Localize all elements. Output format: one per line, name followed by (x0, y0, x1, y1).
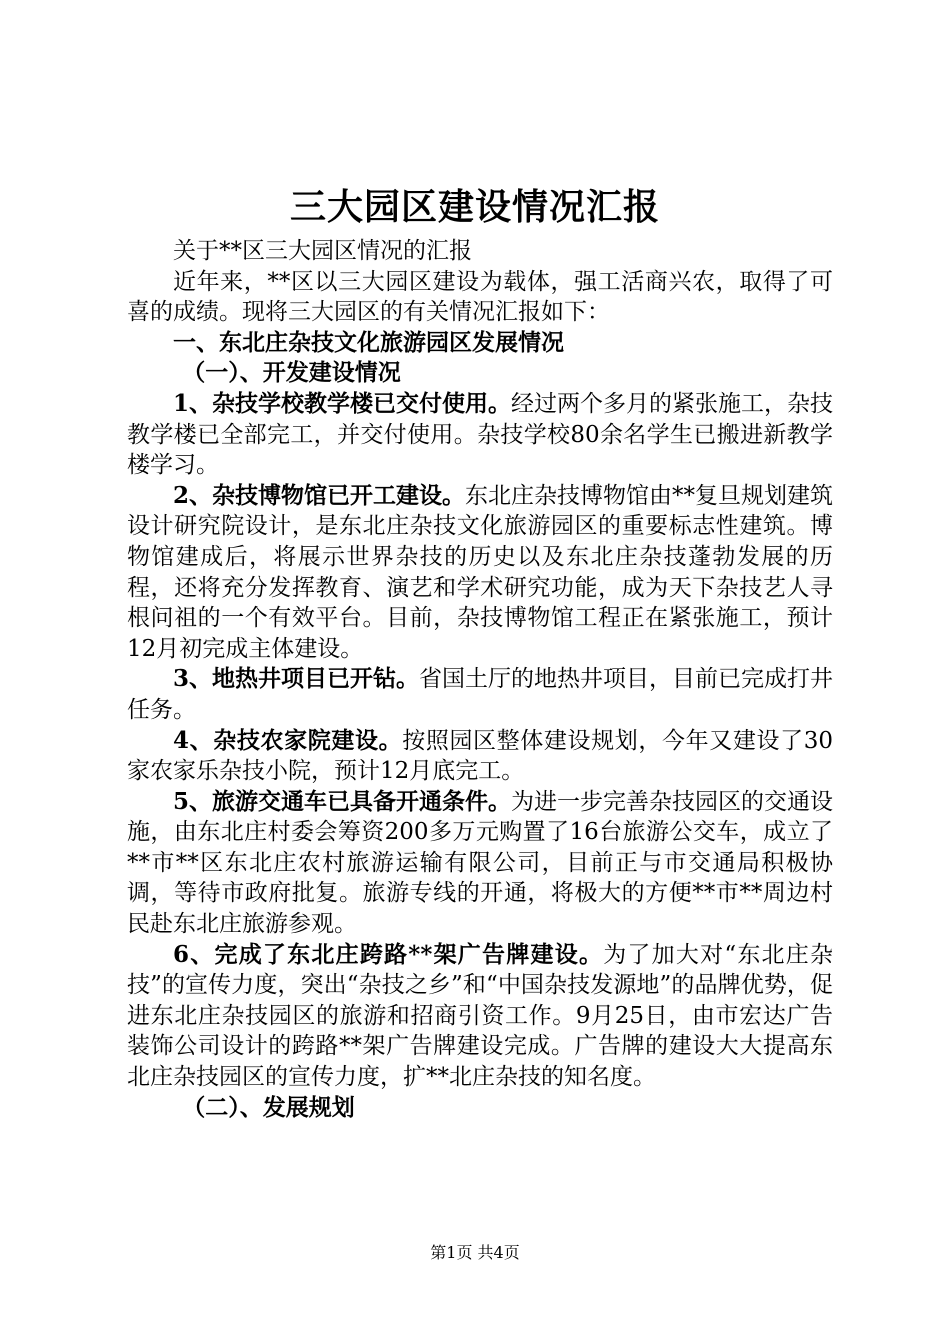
item-lead-3: 3、地热井项目已开钻。 (173, 665, 420, 693)
item-lead-4: 4、杂技农家院建设。 (173, 726, 403, 754)
intro-paragraph: 近年来，**区以三大园区建设为载体，强工活商兴农，取得了可喜的成绩。现将三大园区的有关情况汇报如下： (127, 268, 833, 326)
item-text-5: 为进一步完善杂技园区的交通设施，由东北庄村委会筹资200多万元购置了16台旅游公交车，成立了**市**区东北庄农村旅游运输有限公司，目前正与市交通局积极协调，等待市政府批复。旅游专线的开通，将极大的方便**市**周边村民赴东北庄旅游参观。 (127, 788, 834, 938)
item-text-1: 经过两个多月的紧张施工，杂技教学楼已全部完工，并交付使用。杂技学校80余名学生已搬进新教学楼学习。 (127, 390, 834, 479)
item-text-3: 省国土厅的地热井项目，目前已完成打井任务。 (127, 666, 834, 723)
section-heading-1: 一、东北庄杂技文化旅游园区发展情况 (173, 328, 564, 356)
item-text-2: 东北庄杂技博物馆由**复旦规划建筑设计研究院设计，是东北庄杂技文化旅游园区的重要标志性建筑。博物馆建成后，将展示世界杂技的历史以及东北庄杂技蓬勃发展的历程，还将充分发挥教育、演艺和学术研究功能，成为天下杂技艺人寻根问祖的一个有效平台。目前，杂技博物馆工程正在紧张施工，预计12月初完成主体建设。 (127, 482, 834, 662)
document-title: 三大园区建设情况汇报 (289, 186, 660, 228)
document-body (127, 236, 833, 1123)
item-lead-1: 1、杂技学校教学楼已交付使用。 (173, 389, 512, 417)
item-paragraph-3 (127, 664, 833, 725)
page-number: 第1页 共4页 (430, 1243, 520, 1262)
item-text-4: 按照园区整体建设规划，今年又建设了30家农家乐杂技小院，预计12月底完工。 (127, 727, 833, 785)
item-paragraph-2 (127, 481, 833, 665)
item-text-6: 为了加大对“东北庄杂技”的宣传力度，突出“杂技之乡”和“中国杂技发源地”的品牌优势，促进东北庄杂技园区的旅游和招商引资工作。9月25日，由市宏达广告装饰公司设计的跨路**架广告牌建设完成。广告牌的建设大大提高东北庄杂技园区的宣传力度，扩**北庄杂技的知名度。 (127, 941, 834, 1091)
item-lead-2: 2、杂技博物馆已开工建设。 (173, 481, 466, 509)
item-paragraph-1 (127, 389, 833, 481)
item-lead-5: 5、旅游交通车已具备开通条件。 (173, 787, 512, 815)
subsection-heading-1: （一）、开发建设情况 (182, 359, 401, 387)
item-paragraph-6 (127, 940, 833, 1093)
intro-line: 关于**区三大园区情况的汇报 (173, 238, 472, 264)
item-paragraph-5 (127, 787, 833, 940)
item-lead-6: 6、完成了东北庄跨路**架广告牌建设。 (173, 940, 604, 968)
item-paragraph-4 (127, 726, 833, 787)
subsection-heading-2: （二）、发展规划 (182, 1093, 355, 1121)
